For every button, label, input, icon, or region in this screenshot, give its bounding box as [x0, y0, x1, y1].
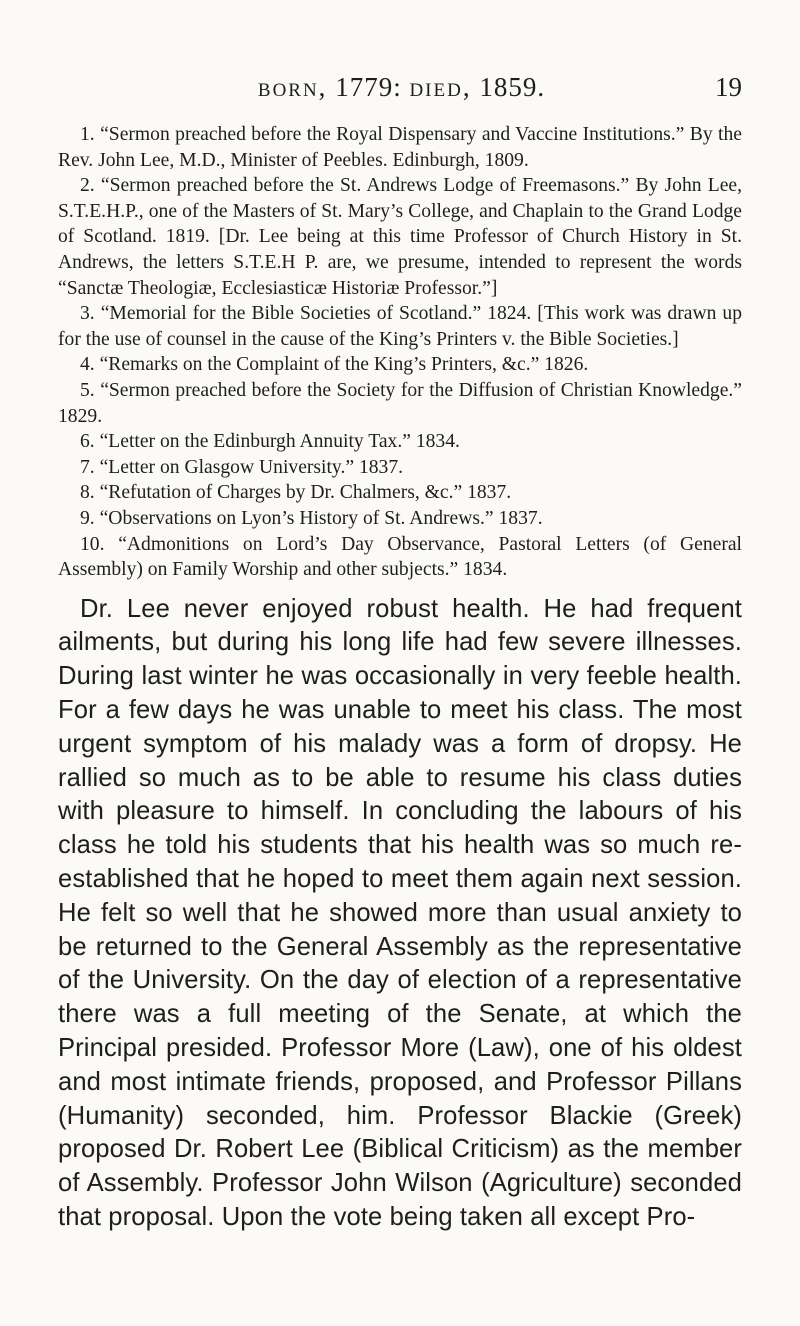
bibliography-entry-8: 8. “Refutation of Charges by Dr. Chalmers, &c.” 1837.	[80, 482, 512, 504]
bibliography-entry-1: 1. “Sermon preached before the Royal Dispensary and Vaccine Institutions.” By the Rev. John Lee, M.D., Minister of Peebles. Edinburgh, 1809.	[58, 124, 742, 171]
bibliography-entry-6: 6. “Letter on the Edinburgh Annuity Tax.” 1834.	[80, 431, 460, 453]
bibliography-entry-2: 2. “Sermon preached before the St. Andrews Lodge of Freemasons.” By John Lee, S.T.E.H.P., one of the Masters of St. Mary’s College, and Chaplain to the Grand Lodge of Scotland. 1819. [Dr. Lee being at this time Professor of Church History in St. Andrews, the letters S.T.E.H P. are, we presume, intended to represent the words “Sanctæ Theologiæ, Ecclesiasticæ Historiæ Professor.”]	[58, 175, 742, 299]
running-head-title	[58, 72, 715, 103]
bibliography-entry-4: 4. “Remarks on the Complaint of the King’s Printers, &c.” 1826.	[80, 354, 589, 376]
born-year: 1779:	[335, 72, 402, 102]
bibliography-entry-10: 10. “Admonitions on Lord’s Day Observance, Pastoral Letters (of General Assembly) on Family Worship and other subjects.” 1834.	[58, 533, 742, 581]
bibliography-list	[58, 122, 742, 583]
died-year: 1859.	[479, 72, 546, 102]
died-label: died,	[409, 72, 472, 102]
bibliography-entry-9: 9. “Observations on Lyon’s History of St. Andrews.” 1837.	[80, 507, 543, 529]
bibliography-entry-7: 7. “Letter on Glasgow University.” 1837.	[80, 456, 404, 478]
bibliography-entry-5: 5. “Sermon preached before the Society for the Diffusion of Christian Knowledge.” 1829.	[58, 379, 742, 427]
born-label: born,	[257, 72, 328, 102]
body-paragraph: Dr. Lee never enjoyed robust health. He had frequent ailments, but during his long life had few severe illnesses. During last winter he was occasionally in very feeble health. For a few days he was unable to meet his class. The most urgent symptom of his malady was a form of dropsy. He rallied so much as to be able to resume his class duties with pleasure to himself. In concluding the labours of his class he told his students that his health was so much re-established that he hoped to meet them again next session. He felt so well that he showed more than usual anxiety to be returned to the General Assembly as the representative of the University. On the day of election of a representative there was a full meeting of the Senate, at which the Principal presided. Professor More (Law), one of his oldest and most intimate friends, proposed, and Professor Pillans (Humanity) seconded, him. Professor Blackie (Greek) proposed Dr. Robert Lee (Biblical Criticism) as the member of Assembly. Professor John Wilson (Agriculture) seconded that proposal. Upon the vote being taken all except Pro-	[58, 594, 742, 1232]
running-head	[58, 72, 742, 112]
page-number: 19	[715, 72, 742, 102]
bibliography-entry-3: 3. “Memorial for the Bible Societies of Scotland.” 1824. [This work was drawn up for the use of counsel in the cause of the King’s Printers v. the Bible Societies.]	[58, 303, 742, 350]
